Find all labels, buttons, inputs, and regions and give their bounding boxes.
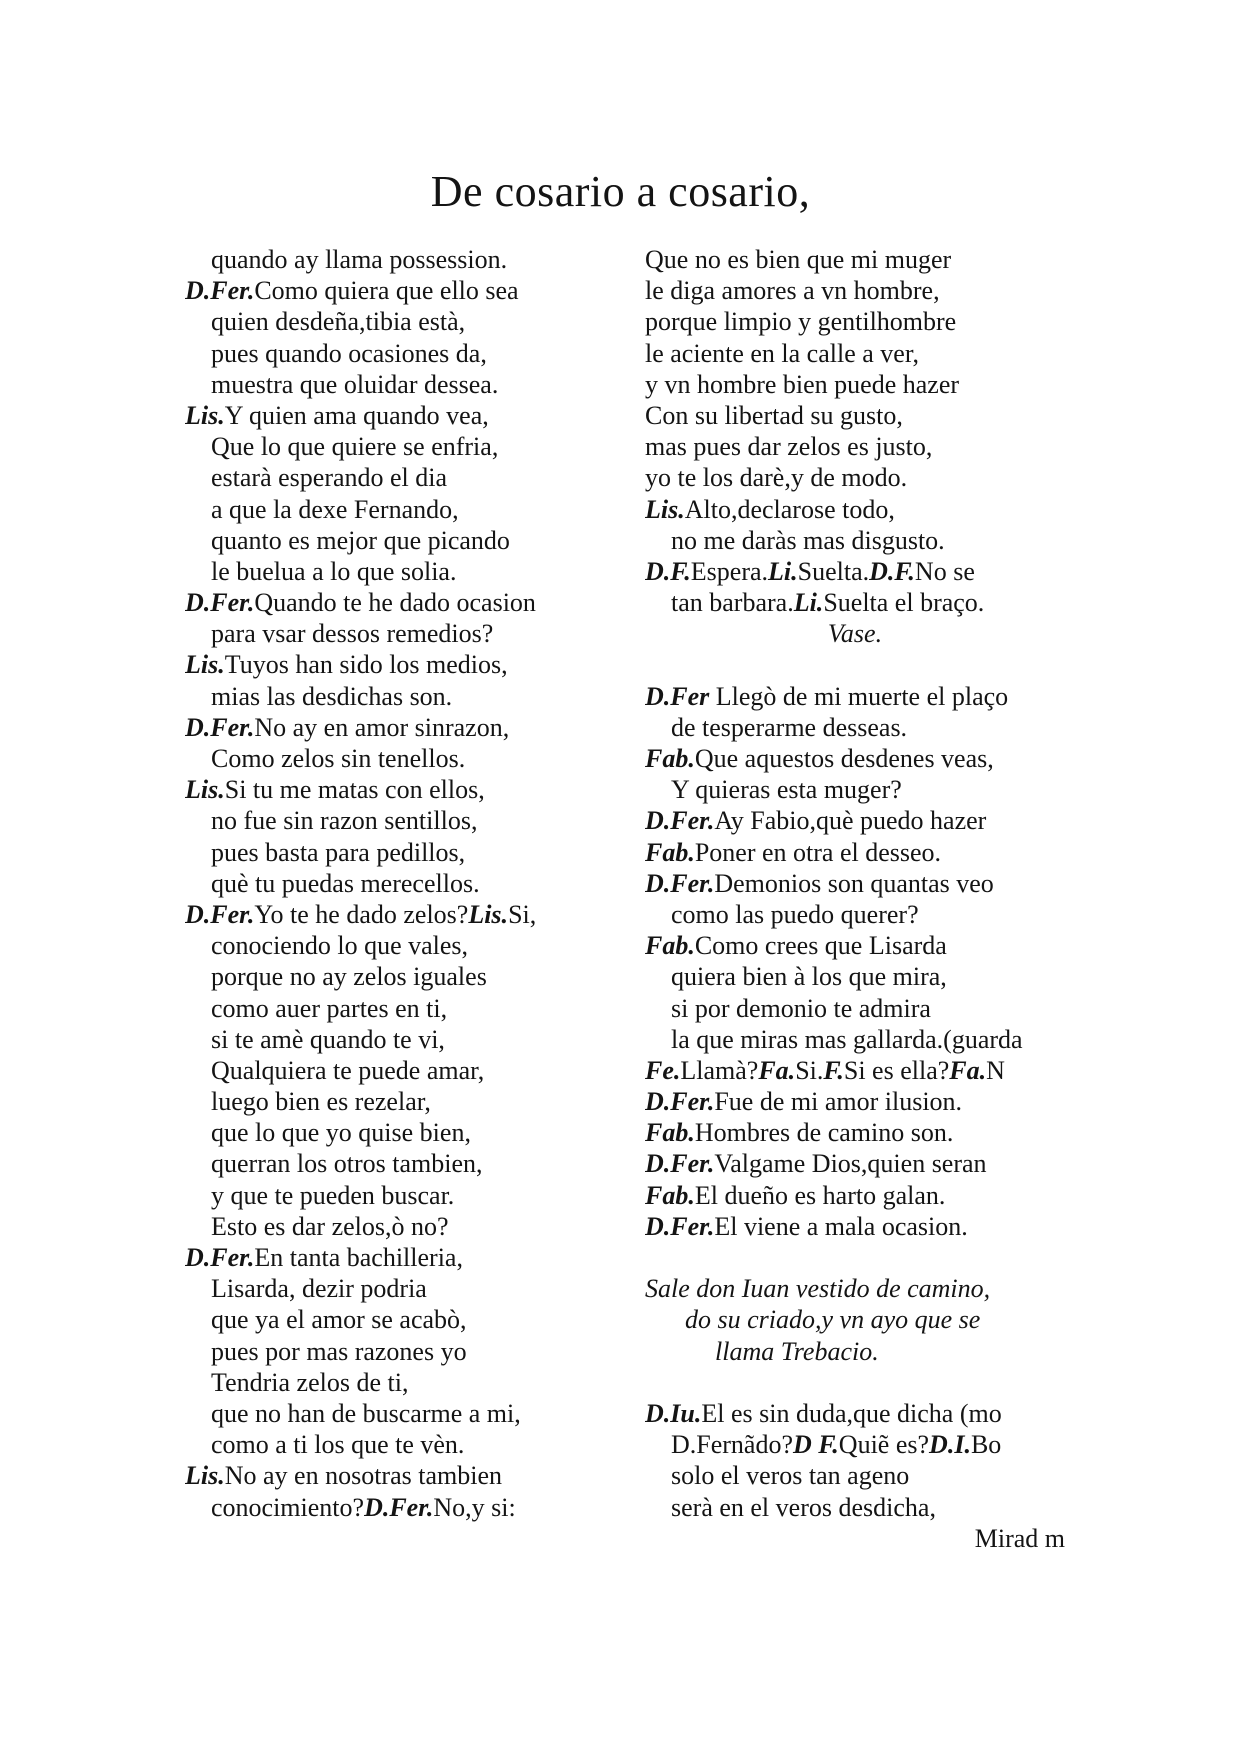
verse-line	[185, 1211, 605, 1242]
verse-text: No se	[914, 556, 975, 586]
stage-direction-text: do su criado,y vn ayo que se	[685, 1305, 981, 1335]
speaker-name: D.Fer.	[185, 588, 255, 618]
verse-line	[645, 1117, 1065, 1148]
verse-text: Esto es dar zelos,ò no?	[211, 1211, 449, 1241]
verse-line	[185, 837, 605, 868]
verse-text: El dueño es harto galan.	[694, 1180, 946, 1210]
verse-text: serà en el veros desdicha,	[671, 1492, 936, 1522]
verse-line	[185, 1086, 605, 1117]
verse-line	[185, 1180, 605, 1211]
verse-line	[645, 993, 1065, 1024]
verse-text: Llamà?	[680, 1055, 759, 1085]
verse-text: Suelta.	[797, 556, 870, 586]
speaker-name: Fab.	[645, 837, 695, 867]
verse-line	[185, 244, 605, 275]
verse-line	[185, 1460, 605, 1491]
verse-text: estarà esperando el dia	[211, 463, 448, 493]
verse-text: no fue sin razon sentillos,	[211, 806, 478, 836]
verse-text: y que te pueden buscar.	[211, 1180, 455, 1210]
verse-text: No ay en nosotras tambien	[224, 1461, 502, 1491]
verse-text: porque no ay zelos iguales	[211, 962, 487, 992]
verse-text: le aciente en la calle a ver,	[645, 338, 919, 368]
verse-line	[645, 1148, 1065, 1179]
verse-text: Quando te he dado ocasion	[254, 588, 536, 618]
verse-text: mas pues dar zelos es justo,	[645, 432, 933, 462]
speaker-name: Fab.	[645, 744, 695, 773]
verse-text: le diga amores a vn hombre,	[645, 276, 940, 306]
verse-text: Como crees que Lisarda	[694, 931, 947, 961]
verse-text: que no han de buscarme a mi,	[211, 1398, 521, 1428]
speaker-name: D.Fer.	[185, 276, 255, 306]
verse-text: Con su libertad su gusto,	[645, 400, 903, 430]
verse-line	[185, 681, 605, 712]
verse-line	[185, 1024, 605, 1055]
verse-text: Ay Fabio,què puedo hazer	[714, 806, 987, 836]
verse-text: Tuyos han sido los medios,	[224, 650, 508, 680]
speaker-name: D.Iu.	[645, 1398, 702, 1428]
verse-line	[645, 961, 1065, 992]
verse-line	[645, 1086, 1065, 1117]
verse-line	[185, 431, 605, 462]
verse-line	[645, 868, 1065, 899]
blank-line	[645, 1367, 1065, 1398]
verse-text: pues basta para pedillos,	[211, 837, 466, 867]
verse-line	[185, 494, 605, 525]
verse-text: Lisarda, dezir podria	[211, 1274, 427, 1304]
speaker-name: D.I.	[929, 1430, 971, 1460]
verse-line	[645, 837, 1065, 868]
blank-line	[645, 649, 1065, 680]
verse-text: què tu puedas merecellos.	[211, 868, 480, 898]
verse-line	[645, 1429, 1065, 1460]
stage-direction-text: Sale don Iuan vestido de camino,	[645, 1274, 991, 1304]
speaker-name: Lis.	[468, 899, 509, 929]
speaker-name: Lis.	[185, 650, 225, 680]
verse-text: Si es ella?	[843, 1055, 950, 1085]
speaker-name: D.Fer.	[364, 1492, 434, 1522]
verse-text: Fue de mi amor ilusion.	[714, 1087, 963, 1117]
right-text-column	[645, 244, 1065, 1554]
verse-text: Poner en otra el desseo.	[694, 837, 942, 867]
blank-line	[645, 1242, 1065, 1273]
verse-line	[185, 400, 605, 431]
page-title: De cosario a cosario,	[430, 167, 811, 216]
speaker-name: Fab.	[645, 1180, 695, 1210]
verse-text: no me daràs mas disgusto.	[671, 525, 945, 555]
speaker-name: D.Fer.	[185, 899, 255, 929]
verse-text: a que la dexe Fernando,	[211, 494, 459, 524]
verse-line	[185, 587, 605, 618]
verse-text: Valgame Dios,quien seran	[714, 1149, 987, 1179]
verse-line	[185, 930, 605, 961]
verse-line	[645, 681, 1065, 712]
speaker-name: Fab.	[645, 931, 695, 961]
verse-text: yo te los darè,y de modo.	[645, 463, 908, 493]
verse-line	[185, 743, 605, 774]
verse-line	[185, 1148, 605, 1179]
verse-text: como auer partes en ti,	[211, 993, 448, 1023]
speaker-name: Li.	[768, 556, 798, 586]
verse-line	[185, 993, 605, 1024]
verse-line	[185, 525, 605, 556]
speaker-name: Fe.	[645, 1055, 681, 1085]
verse-text: solo el veros tan ageno	[671, 1461, 910, 1491]
verse-line	[185, 868, 605, 899]
verse-text: quiera bien à los que mira,	[671, 962, 947, 992]
verse-text: y vn hombre bien puede hazer	[645, 369, 960, 399]
verse-text: si te amè quando te vi,	[211, 1024, 445, 1054]
verse-text: quanto es mejor que picando	[211, 525, 510, 555]
verse-text: El viene a mala ocasion.	[714, 1211, 968, 1241]
verse-text: como las puedo querer?	[671, 899, 919, 929]
speaker-name: F.	[823, 1055, 844, 1085]
speaker-name: Li.	[793, 588, 824, 618]
verse-text: muestra que oluidar dessea.	[211, 369, 499, 399]
verse-text: pues por mas razones yo	[211, 1336, 467, 1366]
verse-text: luego bien es rezelar,	[211, 1087, 431, 1117]
verse-text: como a ti los que te vèn.	[211, 1430, 465, 1460]
verse-line	[185, 369, 605, 400]
verse-text: En tanta bachilleria,	[254, 1243, 463, 1272]
verse-line	[185, 712, 605, 743]
verse-line	[185, 556, 605, 587]
verse-text: si por demonio te admira	[671, 993, 931, 1023]
stage-direction-text: Vase.	[827, 619, 883, 649]
verse-line	[185, 1492, 605, 1523]
speaker-name: D.Fer.	[645, 1149, 715, 1179]
verse-line	[645, 899, 1065, 930]
verse-text: Si tu me matas con ellos,	[224, 775, 485, 805]
speaker-name: D.Fer.	[185, 1243, 255, 1272]
verse-text: Bo	[970, 1430, 1002, 1460]
verse-text: de tesperarme desseas.	[671, 712, 908, 742]
verse-line	[645, 494, 1065, 525]
verse-text: Si,	[508, 899, 537, 929]
verse-line	[645, 556, 1065, 587]
verse-text: Quiẽ es?	[838, 1430, 930, 1460]
verse-text: Tendria zelos de ti,	[211, 1367, 409, 1397]
verse-text: quando ay llama possession.	[211, 245, 508, 274]
verse-line	[185, 1429, 605, 1460]
verse-line	[645, 1024, 1065, 1055]
speaker-name: D.Fer.	[645, 1087, 715, 1117]
verse-line	[645, 774, 1065, 805]
speaker-name: Lis.	[645, 494, 685, 524]
verse-line	[645, 1211, 1065, 1242]
verse-text: que ya el amor se acabò,	[211, 1305, 467, 1335]
stage-direction	[645, 1336, 1065, 1367]
verse-text: Yo te he dado zelos?	[254, 899, 469, 929]
verse-text: Alto,declarose todo,	[684, 494, 895, 524]
verse-line	[185, 306, 605, 337]
verse-line	[645, 1460, 1065, 1491]
verse-text: Que aquestos desdenes veas,	[694, 744, 994, 773]
stage-direction-text: llama Trebacio.	[715, 1336, 879, 1366]
verse-text: que lo que yo quise bien,	[211, 1118, 471, 1148]
verse-line	[185, 338, 605, 369]
verse-line	[645, 1398, 1065, 1429]
verse-line	[185, 899, 605, 930]
speaker-name: D.F.	[645, 556, 691, 586]
verse-text: N	[986, 1055, 1005, 1085]
verse-line	[645, 431, 1065, 462]
verse-text: Llegò de mi muerte el plaço	[709, 681, 1009, 711]
verse-text: Demonios son quantas veo	[714, 868, 994, 898]
verse-text: quien desdeña,tibia està,	[211, 307, 466, 337]
stage-direction	[645, 618, 1065, 649]
verse-text: D.Fernãdo?	[671, 1430, 794, 1460]
speaker-name: D.Fer.	[645, 1211, 715, 1241]
verse-line	[185, 1398, 605, 1429]
catchword-text: Mirad m	[974, 1523, 1065, 1553]
verse-text: Y quien ama quando vea,	[224, 400, 489, 430]
left-text-column	[185, 244, 605, 1523]
verse-text: Espera.	[690, 556, 769, 586]
speaker-name: D.Fer.	[645, 806, 715, 836]
catchword	[645, 1523, 1065, 1554]
verse-line	[185, 1336, 605, 1367]
speaker-name: Lis.	[185, 1461, 225, 1491]
verse-line	[185, 805, 605, 836]
verse-text: Que no es bien que mi muger	[645, 245, 952, 274]
verse-text: No,y si:	[433, 1492, 516, 1522]
stage-direction	[645, 1273, 1065, 1304]
speaker-name: D.Fer.	[645, 868, 715, 898]
verse-line	[645, 400, 1065, 431]
verse-text: pues quando ocasiones da,	[211, 338, 487, 368]
verse-line	[185, 774, 605, 805]
speaker-name: D F.	[793, 1430, 839, 1460]
verse-line	[185, 1273, 605, 1304]
verse-text: Que lo que quiere se enfria,	[211, 432, 499, 462]
verse-line	[185, 462, 605, 493]
verse-text: le buelua a lo que solia.	[211, 556, 457, 586]
verse-line	[645, 525, 1065, 556]
verse-line	[185, 1242, 605, 1273]
verse-text: conociendo lo que vales,	[211, 931, 469, 961]
verse-line	[645, 244, 1065, 275]
verse-text: mias las desdichas son.	[211, 681, 453, 711]
verse-text: Hombres de camino son.	[694, 1118, 954, 1148]
verse-line	[645, 1180, 1065, 1211]
verse-text: Qualquiera te puede amar,	[211, 1055, 485, 1085]
verse-text: porque limpio y gentilhombre	[645, 307, 957, 337]
verse-text: El es sin duda,que dicha (mo	[701, 1398, 1002, 1428]
speaker-name: Fab.	[645, 1118, 695, 1148]
verse-line	[185, 618, 605, 649]
verse-text: Como zelos sin tenellos.	[211, 744, 466, 773]
verse-line	[645, 712, 1065, 743]
speaker-name: Fa.	[949, 1055, 987, 1085]
verse-line	[645, 1055, 1065, 1086]
speaker-name: D.Fer.	[185, 712, 255, 742]
verse-line	[185, 275, 605, 306]
verse-line	[185, 1367, 605, 1398]
speaker-name: D.F.	[869, 556, 915, 586]
verse-line	[645, 1492, 1065, 1523]
verse-line	[185, 961, 605, 992]
verse-line	[645, 462, 1065, 493]
speaker-name: Lis.	[185, 400, 225, 430]
verse-text: tan barbara.	[671, 588, 794, 618]
verse-text: para vsar dessos remedios?	[211, 619, 494, 649]
stage-direction	[645, 1304, 1065, 1335]
verse-text: Como quiera que ello sea	[254, 276, 519, 306]
verse-text: la que miras mas gallarda.(guarda	[671, 1024, 1023, 1054]
verse-line	[645, 587, 1065, 618]
verse-text: Suelta el braço.	[823, 588, 985, 618]
verse-text: conocimiento?	[211, 1492, 365, 1522]
verse-line	[645, 338, 1065, 369]
verse-text: querran los otros tambien,	[211, 1149, 483, 1179]
verse-text: Y quieras esta muger?	[671, 775, 902, 805]
verse-line	[185, 1055, 605, 1086]
verse-line	[645, 306, 1065, 337]
speaker-name: Fa.	[758, 1055, 796, 1085]
verse-line	[645, 930, 1065, 961]
verse-line	[645, 275, 1065, 306]
verse-line	[185, 1117, 605, 1148]
speaker-name: Lis.	[185, 775, 225, 805]
verse-text: No ay en amor sinrazon,	[254, 712, 510, 742]
speaker-name: D.Fer	[645, 681, 710, 711]
verse-line	[185, 649, 605, 680]
verse-line	[185, 1304, 605, 1335]
verse-line	[645, 369, 1065, 400]
verse-line	[645, 743, 1065, 774]
verse-line	[645, 805, 1065, 836]
verse-text: Si.	[795, 1055, 824, 1085]
